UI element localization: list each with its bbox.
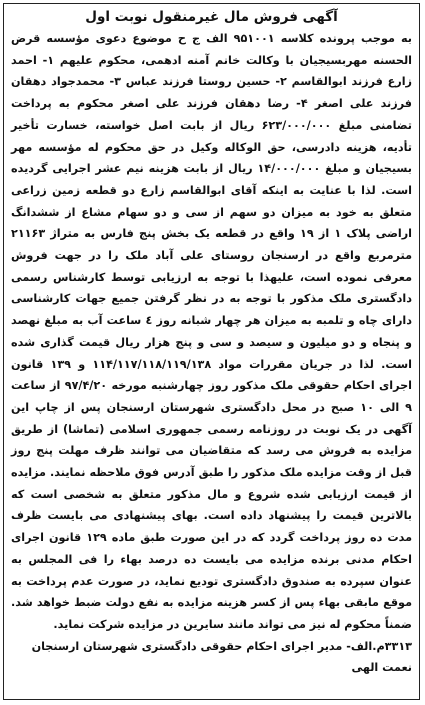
notice-title: آگهی فروش مال غیرمنقول نوبت اول <box>85 9 338 25</box>
signature-line: ۳۳۱۳م.الف- مدیر اجرای احکام حقوقی دادگستری شهرستان ارسنجان <box>31 639 412 653</box>
signature-name: نعمت الهی <box>351 661 412 675</box>
notice-frame <box>3 3 420 700</box>
notice-body: به موجب پرونده کلاسه ۹۵۱۰۰۱ الف ج ح موضوع دعوی مؤسسه قرض الحسنه مهربسیجیان با وکالت خانم آمنه ادهمی، محکوم علیهم ۱- احمد زارع فرزند ابوالقاسم ۲- حسین روستا فرزند عباس ۳- محمدجواد دهقان فرزند علی اصغر ۴- رضا دهقان فرزند علی اصغر محکوم به پرداخت تضامنی مبلغ ۶۲۳/۰۰۰/۰۰۰ ریال از بابت اصل خواسته، خسارت تأخیر تأدیه، هزینه دادرسی، حق الوکاله وکیل در حق محکوم له مؤسسه مهر بسیجیان و مبلغ ۱۴/۰۰۰/۰۰۰ ریال از بابت هزینه نیم عشر اجرایی گردیده است. لذا با عنایت به اینکه آقای ابوالقاسم زارع دو قطعه زمین زراعی متعلق به خود به میزان دو سهم از سی و دو سهام مشاع از ششدانگ اراضی پلاک ۱ از ۱۹ واقع در قطعه یک بخش پنج فارس به متراژ ۲۱۱۶۳ مترمربع واقع در ارسنجان روستای علی آباد ملک را در جهت فروش معرفی نموده است، علیهذا با توجه به ارزیابی توسط کارشناس رسمی دادگستری ملک مذکور با توجه به در نظر گرفتن جمیع جهات کارشناسی دارای چاه و تلمبه به میزان هر چهار شبانه روز ٤ ساعت آب به مبلغ نهصد و پنجاه و دو میلیون و سیصد و سی و پنج هزار ریال قیمت گذاری شده است. لذا در جریان مقررات مواد ۱۱۴/۱۱۷/۱۱۸/۱۱۹/۱۳۸ و ۱۳۹ قانون اجرای احکام حقوقی ملک مذکور روز چهارشنبه مورخه ۹۷/۴/۲۰ از ساعت ۹ الی ۱۰ صبح در محل دادگستری شهرستان ارسنجان پس از چاپ این آگهی در یک نوبت در روزنامه رسمی جمهوری اسلامی (تماشا) از طریق مزایده به فروش می رسد که متقاضیان می توانند ظرف مهلت پنج روز قبل از وقت مزایده ملک مذکور را طبق آدرس فوق ملاحظه نمایند. مزایده از قیمت ارزیابی شده شروع و مال مذکور متعلق به شخصی است که بالاترین قیمت را پیشنهاد داده است. بهای پیشنهادی می بایست ظرف مدت ده روز پرداخت گردد که در این صورت طبق ماده ۱۲۹ قانون اجرای احکام مدنی برنده مزایده می بایست ده درصد بهاء را فی المجلس به عنوان سپرده به صندوق دادگستری تودیع نماید، در صورت عدم پرداخت به موقع مابقی بهاء پس از کسر هزینه مزایده به نفع دولت ضبط خواهد شد. ضمناً محکوم له نیز می تواند مانند سایرین در مزایده شرکت نماید. <box>11 32 413 631</box>
